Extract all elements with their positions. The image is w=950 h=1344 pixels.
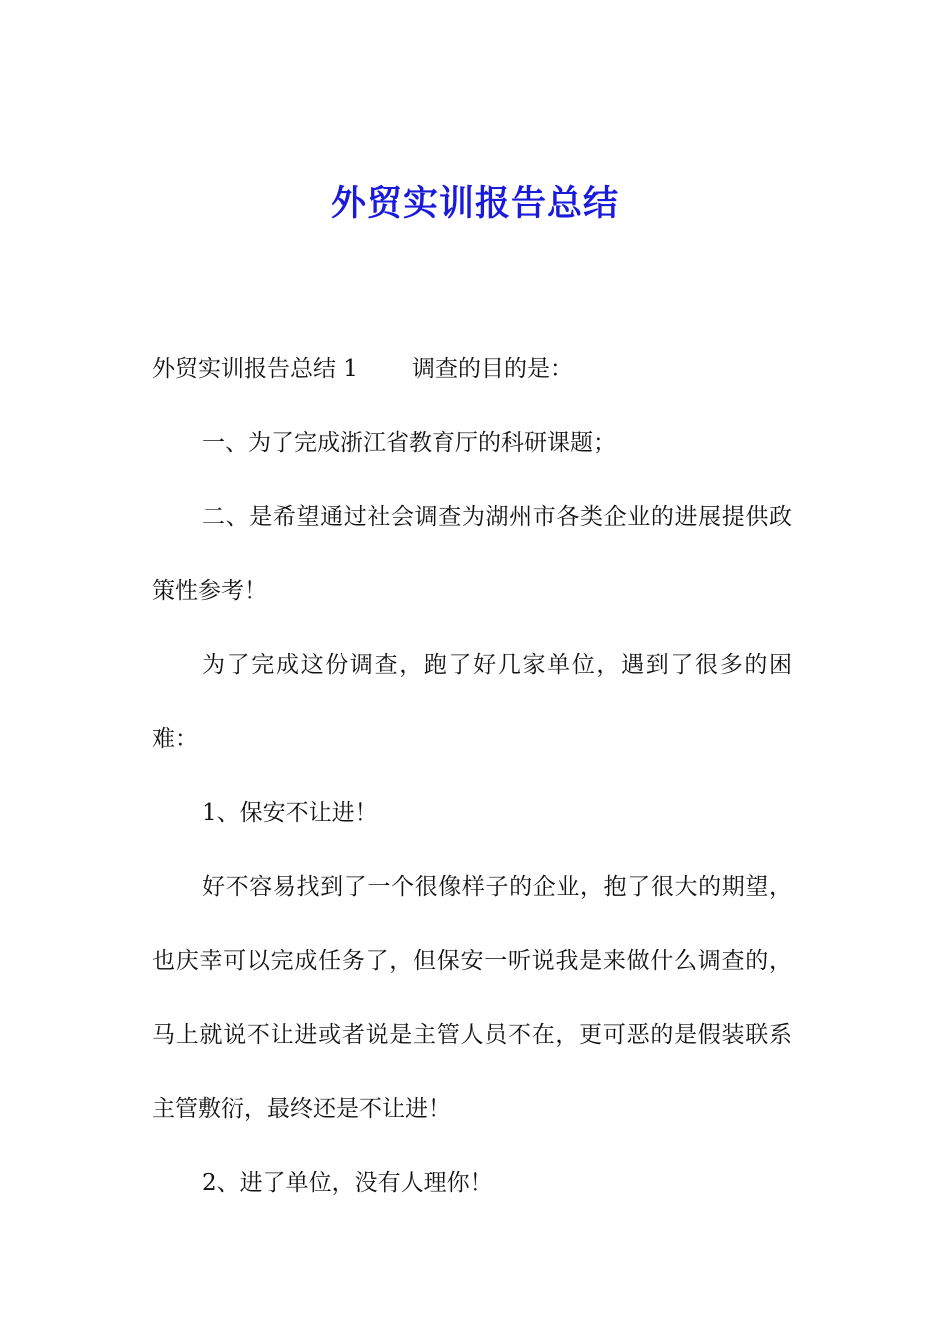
paragraph-4: 1、保安不让进！ [202,800,378,826]
paragraph-3: 为了完成这份调查，跑了好几家单位，遇到了很多的困难： [152,652,792,752]
first-line-text: 调查的目的是： [411,356,573,382]
paragraph-6: 2、进了单位，没有人理你！ [202,1170,493,1196]
document-title: 外贸实训报告总结 [330,183,619,224]
document-body [152,332,792,1220]
first-line [152,332,792,406]
paragraph-1: 一、为了完成浙江省教育厅的科研课题； [202,430,616,456]
paragraph-5: 好不容易找到了一个很像样子的企业，抱了很大的期望，也庆幸可以完成任务了，但保安一听说我是来做什么调查的，马上就说不让进或者说是主管人员不在，更可恶的是假装联系主管敷衍，最终还是不让进！ [152,874,792,1122]
section-label: 外贸实训报告总结 1 [152,356,358,382]
paragraph-2: 二、是希望通过社会调查为湖州市各类企业的进展提供政策性参考！ [152,504,792,604]
